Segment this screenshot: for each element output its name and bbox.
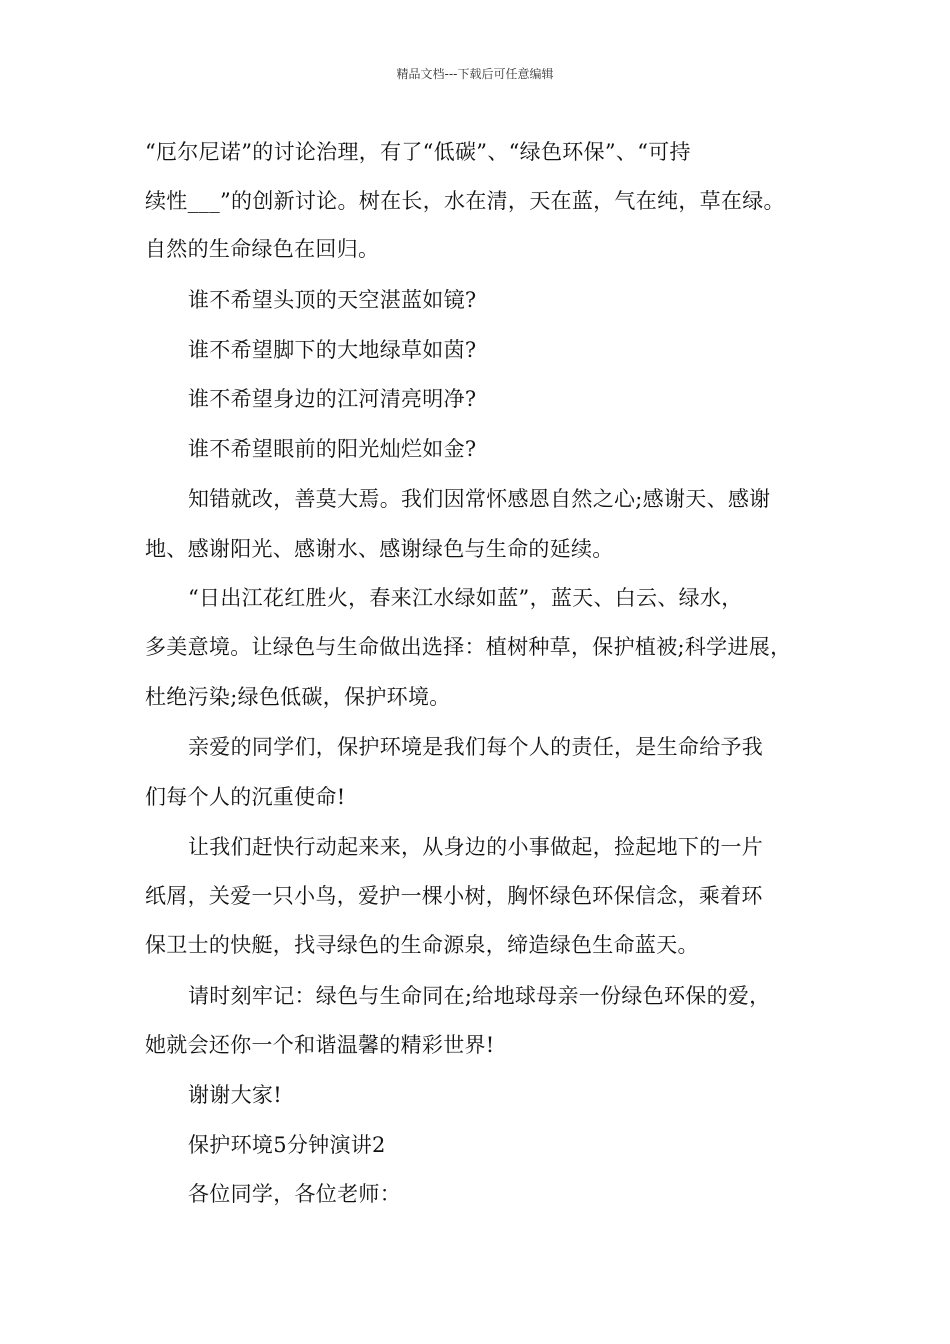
text-line: 杜绝污染;绿色低碳，保护环境。 <box>145 685 451 709</box>
text-line: 让我们赶快行动起来来，从身边的小事做起，捡起地下的一片 <box>188 835 764 859</box>
text-line: 谁不希望眼前的阳光灿烂如金? <box>188 437 477 461</box>
text-line: “厄尔尼诺”的讨论治理，有了“低碳”、“绿色环保”、“可持 <box>145 140 691 164</box>
text-line: 她就会还你一个和谐温馨的精彩世界! <box>145 1033 495 1057</box>
text-line: 谢谢大家! <box>188 1083 282 1107</box>
text-line: “日出江花红胜火，春来江水绿如蓝”，蓝天、白云、绿水， <box>188 586 743 610</box>
text-line: 知错就改，善莫大焉。我们因常怀感恩自然之心;感谢天、感谢 <box>188 487 771 511</box>
section-heading: 保护环境5分钟演讲2 <box>188 1133 386 1157</box>
text-line: 各位同学，各位老师： <box>188 1182 401 1206</box>
text-line: 自然的生命绿色在回归。 <box>145 237 380 261</box>
text-line: 多美意境。让绿色与生命做出选择：植树种草，保护植被;科学进展， <box>145 635 792 659</box>
text-line: 谁不希望身边的江河清亮明净? <box>188 387 477 411</box>
text-line: 谁不希望脚下的大地绿草如茵? <box>188 338 477 362</box>
text-line: 谁不希望头顶的天空湛蓝如镜? <box>188 288 477 312</box>
text-line: 请时刻牢记：绿色与生命同在;给地球母亲一份绿色环保的爱， <box>188 984 771 1008</box>
text-line: 地、感谢阳光、感谢水、感谢绿色与生命的延续。 <box>145 537 614 561</box>
text-line: 续性___”的创新讨论。树在长，水在清，天在蓝，气在纯，草在绿。 <box>145 189 785 213</box>
text-line: 纸屑，关爱一只小鸟，爱护一棵小树，胸怀绿色环保信念，乘着环 <box>145 884 763 908</box>
page-header: 精品文档---下载后可任意编辑 <box>396 67 554 81</box>
text-line: 亲爱的同学们，保护环境是我们每个人的责任，是生命给予我 <box>188 735 764 759</box>
text-line: 保卫士的快艇，找寻绿色的生命源泉，缔造绿色生命蓝天。 <box>145 933 699 957</box>
text-line: 们每个人的沉重使命! <box>145 785 346 809</box>
